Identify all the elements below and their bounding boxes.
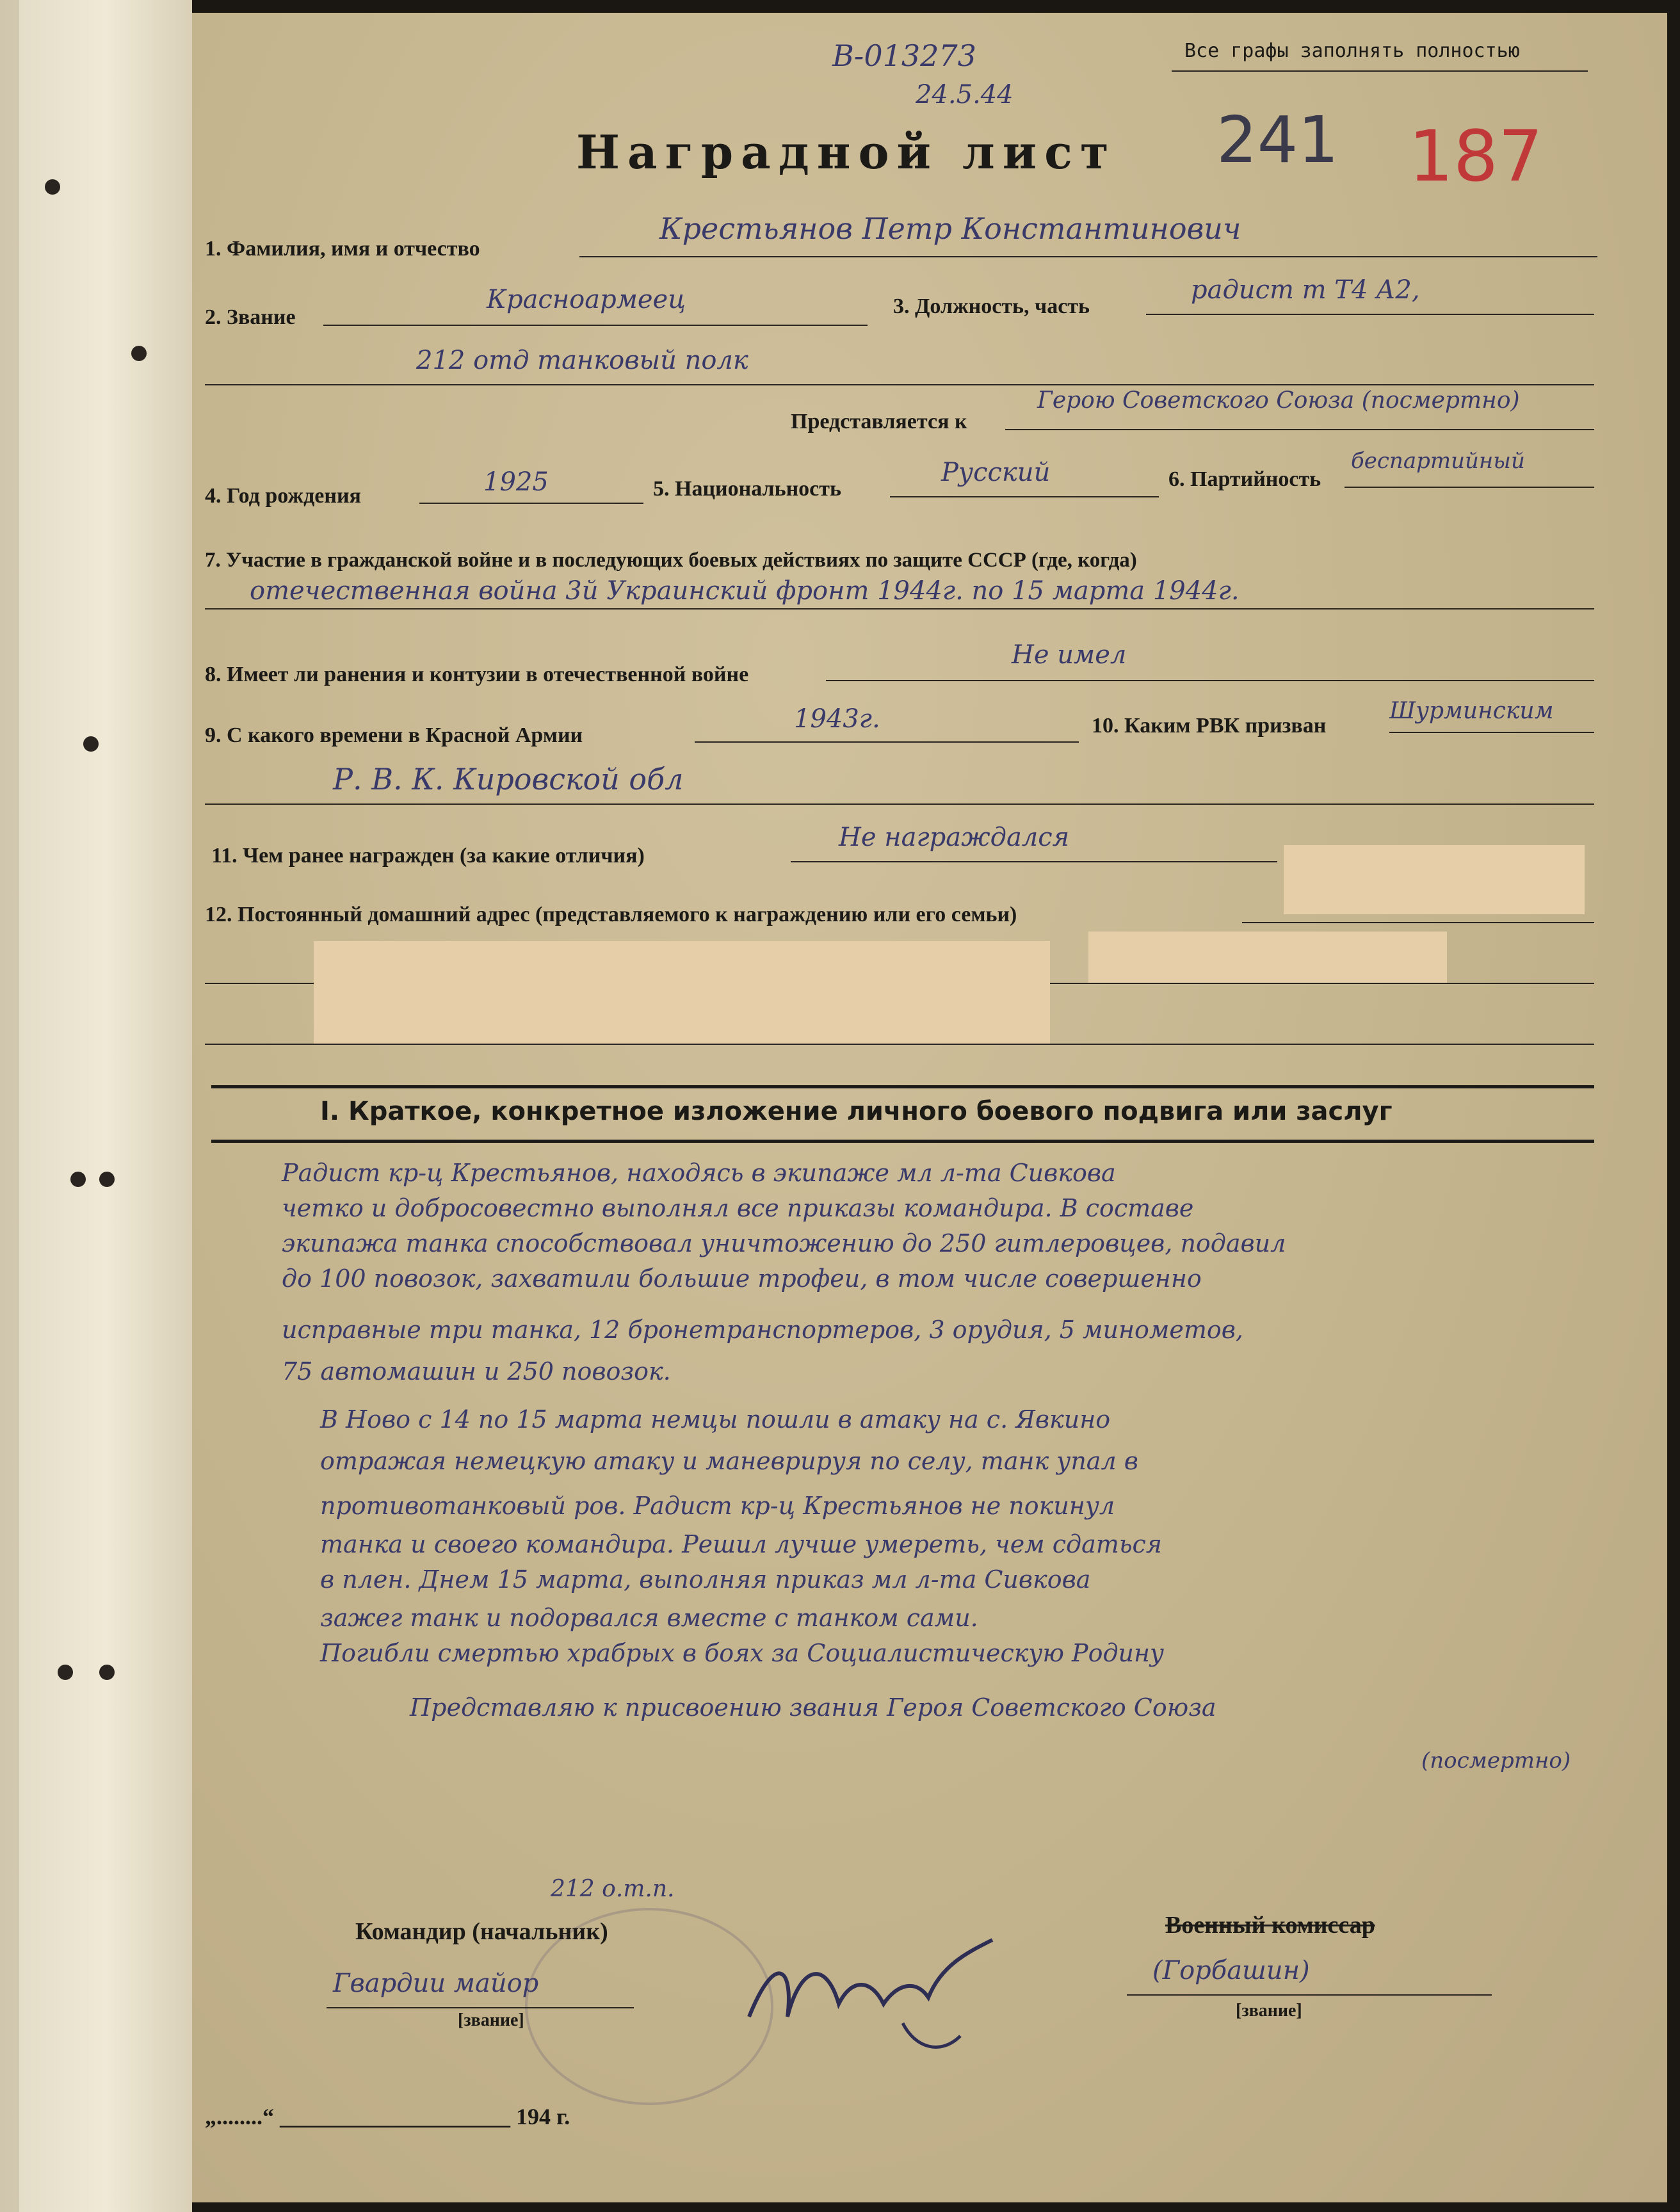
field-7-line <box>205 608 1594 610</box>
field-8-line <box>826 680 1594 681</box>
redaction-block <box>314 941 1050 1044</box>
field-10-line-2 <box>205 803 1594 805</box>
story-line: экипажа танка способствовал уничтожению до 250 гитлеровцев, подавил <box>282 1229 1286 1257</box>
field-5-label: 5. Национальность <box>653 477 841 501</box>
field-3-line <box>1146 314 1594 315</box>
header-underline <box>1172 70 1588 72</box>
story-line: исправные три танка, 12 бронетранспортеров, 3 орудия, 5 минометов, <box>282 1316 1243 1344</box>
story-line: Радист кр-ц Крестьянов, находясь в экипаже мл л-та Сивкова <box>282 1159 1116 1187</box>
punch-hole <box>131 346 147 361</box>
represented-label: Представляется к <box>791 410 967 433</box>
story-line: зажег танк и подорвался вместе с танком сами. <box>320 1604 978 1632</box>
rank-caption: [звание] <box>458 2010 524 2030</box>
section-1-title: I. Краткое, конкретное изложение личного боевого подвига или заслуг <box>320 1097 1393 1126</box>
redaction-block <box>1088 932 1447 983</box>
field-6-label: 6. Партийность <box>1168 467 1321 491</box>
field-8-value: Не имел <box>1012 640 1127 670</box>
signer-name: (Горбашин) <box>1152 1956 1310 1985</box>
represented-value: Герою Советского Союза (посмертно) <box>1037 387 1520 414</box>
date-written: 24.5.44 <box>916 80 1014 109</box>
punch-hole <box>99 1172 115 1187</box>
field-3-line-2 <box>205 384 1594 385</box>
punch-hole <box>99 1665 115 1680</box>
field-7-value: отечественная война 3й Украинский фронт 1944г. по 15 марта 1944г. <box>250 576 1240 606</box>
field-6-value: беспартийный <box>1351 448 1525 474</box>
commander-rank: Гвардии майор <box>333 1969 539 1998</box>
date-line: „........“ ____________________ 194 г. <box>205 2104 570 2129</box>
field-5-line <box>890 496 1159 497</box>
story-line: (посмертно) <box>1421 1748 1571 1773</box>
field-1-line <box>579 256 1597 257</box>
paper-margin-strip <box>19 0 192 2212</box>
field-12-label: 12. Постоянный домашний адрес (представляемого к награждению или его семьи) <box>205 903 1017 926</box>
field-11-value: Не награждался <box>839 823 1070 852</box>
serial-number: В-013273 <box>832 38 976 73</box>
story-line: до 100 повозок, захватили большие трофеи, в том числе совершенно <box>282 1264 1202 1293</box>
section-divider-bottom <box>211 1140 1594 1143</box>
field-1-value: Крестьянов Петр Константинович <box>659 211 1241 246</box>
commander-label: Командир (начальник) <box>355 1918 608 1945</box>
punch-hole <box>70 1172 86 1187</box>
field-2-label: 2. Звание <box>205 305 296 329</box>
story-line: отражая немецкую атаку и маневрируя по селу, танк упал в <box>320 1447 1138 1475</box>
story-line: Представляю к присвоению звания Героя Советского Союза <box>410 1693 1216 1722</box>
field-3-label: 3. Должность, часть <box>893 295 1090 318</box>
field-10-label: 10. Каким РВК призван <box>1092 714 1327 738</box>
unit-note: 212 о.т.п. <box>551 1876 675 1902</box>
commander-rank-line <box>327 2007 634 2008</box>
field-2-value: Красноармеец <box>487 285 686 314</box>
story-line: в плен. Днем 15 марта, выполняя приказ мл л-та Сивкова <box>320 1565 1091 1594</box>
story-line: Погибли смертью храбрых в боях за Социалистическую Родину <box>320 1639 1165 1667</box>
punch-hole <box>83 736 99 752</box>
commander-signature <box>736 1927 1120 2062</box>
page-title: Наградной лист <box>576 125 1117 179</box>
commissar-rank-caption: [звание] <box>1236 2001 1302 2021</box>
header-note: Все графы заполнять полностью <box>1184 40 1520 62</box>
story-line: четко и добросовестно выполнял все приказы командира. В составе <box>282 1194 1194 1222</box>
field-7-label: 7. Участие в гражданской войне и в последующих боевых действиях по защите СССР (где, когда) <box>205 549 1137 572</box>
story-line: 75 автомашин и 250 повозок. <box>282 1357 671 1385</box>
punch-hole <box>45 179 60 195</box>
red-number: 187 <box>1409 115 1543 197</box>
field-1-label: 1. Фамилия, имя и отчество <box>205 237 480 261</box>
field-11-line <box>791 861 1277 862</box>
field-6-line <box>1345 487 1594 488</box>
field-12-line-3 <box>205 1044 1594 1045</box>
field-12-line <box>1242 922 1594 923</box>
commissar-label: Военный комиссар <box>1165 1912 1375 1939</box>
signer-line <box>1127 1994 1492 1996</box>
story-line: В Ново с 14 по 15 марта немцы пошли в атаку на с. Явкино <box>320 1405 1111 1433</box>
punch-hole <box>58 1665 73 1680</box>
field-4-value: 1925 <box>483 467 549 497</box>
field-9-label: 9. С какого времени в Красной Армии <box>205 723 583 747</box>
field-10-line <box>1389 732 1594 733</box>
field-3-value-2: 212 отд танковый полк <box>416 346 748 375</box>
field-3-value: радист т Т4 А2, <box>1191 275 1420 305</box>
field-4-line <box>419 503 643 504</box>
redaction-block <box>1284 845 1585 914</box>
field-9-value: 1943г. <box>794 704 880 734</box>
field-2-line <box>323 325 868 326</box>
story-line: танка и своего командира. Решил лучше умереть, чем сдаться <box>320 1530 1162 1558</box>
story-line: противотанковый ров. Радист кр-ц Крестьянов не покинул <box>320 1492 1115 1520</box>
field-4-label: 4. Год рождения <box>205 484 361 508</box>
archive-number: 241 <box>1216 102 1339 177</box>
field-8-label: 8. Имеет ли ранения и контузии в отечественной войне <box>205 663 749 686</box>
field-9-line <box>695 741 1079 743</box>
section-divider-top <box>211 1085 1594 1088</box>
represented-line <box>1005 429 1594 430</box>
field-10-value-2: Р. В. К. Кировской обл <box>333 762 684 796</box>
field-10-value: Шурминским <box>1389 698 1554 724</box>
field-5-value: Русский <box>941 458 1051 487</box>
field-11-label: 11. Чем ранее награжден (за какие отличия) <box>211 844 645 868</box>
